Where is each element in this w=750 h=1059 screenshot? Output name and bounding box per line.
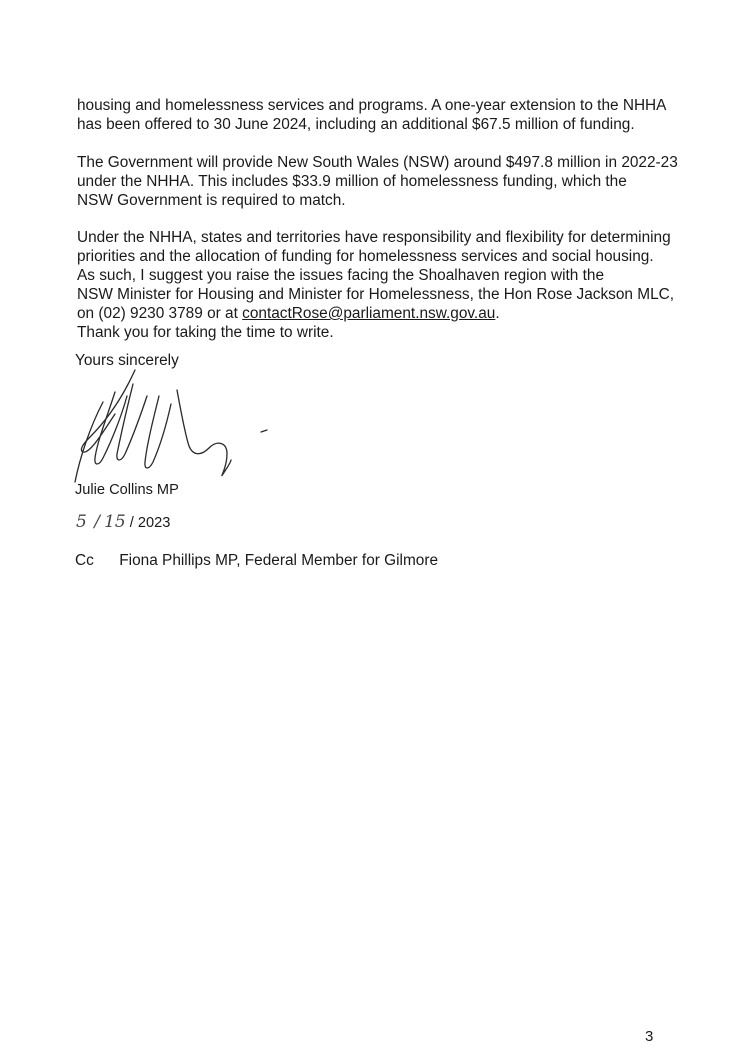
email-link[interactable]: contactRose@parliament.nsw.gov.au (242, 305, 496, 322)
paragraph-funding-extension (77, 96, 677, 134)
closing-salutation: Yours sincerely (75, 352, 179, 369)
page-number: 3 (645, 1028, 654, 1045)
date-month: 15 (104, 512, 126, 532)
cc-line (75, 552, 438, 570)
text-line: has been offered to 30 June 2024, including an additional $67.5 million of funding. (77, 116, 635, 133)
text-line (77, 304, 677, 323)
cc-recipient: Fiona Phillips MP, Federal Member for Gilmore (119, 552, 439, 569)
text-fragment: . (495, 305, 500, 322)
text-fragment: on (02) 9230 3789 or at (77, 305, 243, 322)
text-line: under the NHHA. This includes $33.9 million of homelessness funding, which the (77, 173, 627, 190)
text-line: NSW Government is required to match. (77, 192, 346, 209)
text-line: priorities and the allocation of funding for homelessness services and social housing. (77, 248, 654, 265)
cc-label: Cc (75, 552, 94, 569)
text-line: NSW Minister for Housing and Minister for Homelessness, the Hon Rose Jackson MLC, (77, 286, 675, 303)
date-year: / 2023 (129, 515, 171, 531)
text-line: housing and homelessness services and programs. A one-year extension to the NHHA (77, 97, 667, 114)
signer-name: Julie Collins MP (75, 482, 179, 498)
text-line: Under the NHHA, states and territories have responsibility and flexibility for determining (77, 229, 671, 246)
signature-date (76, 512, 170, 532)
date-day: 5 (76, 512, 87, 532)
text-line: The Government will provide New South Wales (NSW) around $497.8 million in 2022-23 (77, 154, 678, 171)
text-line: Thank you for taking the time to write. (77, 324, 334, 341)
paragraph-nsw-funding (77, 153, 677, 210)
paragraph-state-responsibility (77, 228, 677, 342)
date-separator-mark: / (90, 512, 101, 532)
text-line: As such, I suggest you raise the issues facing the Shoalhaven region with the (77, 267, 605, 284)
handwritten-signature (55, 362, 285, 502)
